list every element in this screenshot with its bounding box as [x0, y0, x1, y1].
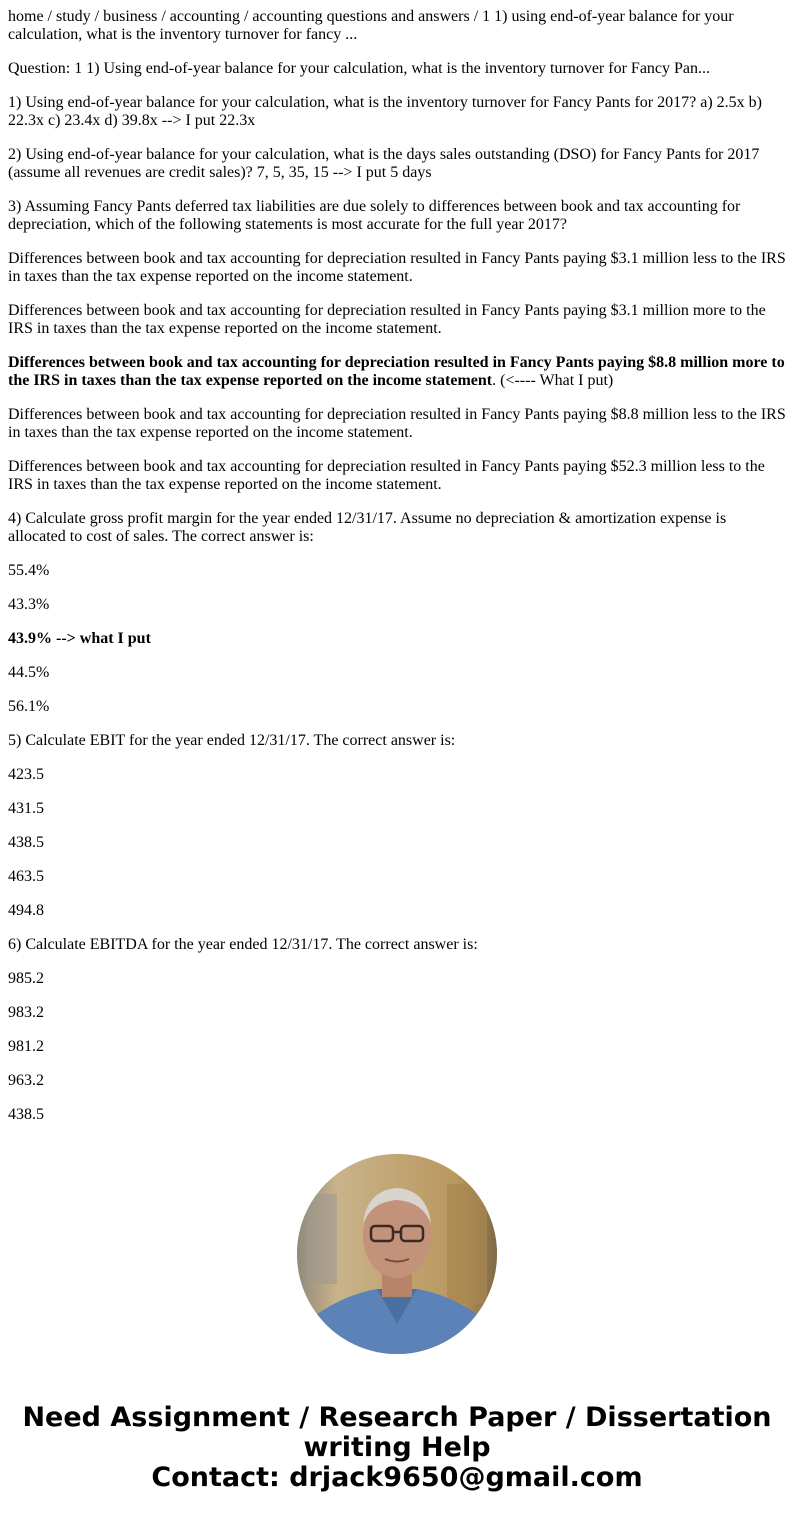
- q3-selected-text: Differences between book and tax accounting for depreciation resulted in Fancy Pants paying $8.8 million more to the IRS in taxes than the tax expense reported on the income statement: [8, 354, 785, 389]
- q5-option: 423.5: [8, 766, 44, 783]
- q4-option: 56.1%: [8, 698, 50, 715]
- q3-option: Differences between book and tax accounting for depreciation resulted in Fancy Pants paying $52.3 million less to the IRS in taxes than the tax expense reported on the income statement.: [8, 458, 765, 493]
- q6-option: 983.2: [8, 1004, 44, 1021]
- q3-option: Differences between book and tax accounting for depreciation resulted in Fancy Pants paying $8.8 million less to the IRS in taxes than the tax expense reported on the income statement.: [8, 406, 786, 441]
- q3-option: Differences between book and tax accounting for depreciation resulted in Fancy Pants paying $3.1 million more to the IRS in taxes than the tax expense reported on the income statement.: [8, 302, 766, 337]
- question-title: Question: 1 1) Using end-of-year balance for your calculation, what is the inventory turnover for Fancy Pan...: [8, 60, 711, 77]
- question-4: 4) Calculate gross profit margin for the year ended 12/31/17. Assume no depreciation & amortization expense is allocated to cost of sales. The correct answer is:: [8, 510, 727, 545]
- q4-option: 55.4%: [8, 562, 50, 579]
- q3-option: Differences between book and tax accounting for depreciation resulted in Fancy Pants paying $3.1 million less to the IRS in taxes than the tax expense reported on the income statement.: [8, 250, 786, 285]
- person-portrait-icon: [297, 1154, 497, 1354]
- breadcrumb[interactable]: home / study / business / accounting / accounting questions and answers / 1 1) using end-of-year balance for your calculation, what is the inventory turnover for fancy ...: [8, 8, 734, 43]
- q6-option: 981.2: [8, 1038, 44, 1055]
- q4-option: 44.5%: [8, 664, 50, 681]
- contact-banner: [0, 1403, 794, 1493]
- question-5: 5) Calculate EBIT for the year ended 12/31/17. The correct answer is:: [8, 732, 456, 749]
- question-6: 6) Calculate EBITDA for the year ended 12/31/17. The correct answer is:: [8, 936, 478, 953]
- q3-selected-note: . (<---- What I put): [492, 372, 614, 389]
- q3-option-selected: [8, 354, 786, 390]
- q5-option: 494.8: [8, 902, 44, 919]
- q5-option: 431.5: [8, 800, 44, 817]
- avatar: [297, 1154, 497, 1354]
- question-2: 2) Using end-of-year balance for your calculation, what is the days sales outstanding (DSO) for Fancy Pants for 2017 (assume all revenues are credit sales)? 7, 5, 35, 15 --> I put 5 days: [8, 146, 760, 181]
- q5-option: 463.5: [8, 868, 44, 885]
- q5-option: 438.5: [8, 834, 44, 851]
- question-3: 3) Assuming Fancy Pants deferred tax liabilities are due solely to differences between book and tax accounting for depreciation, which of the following statements is most accurate for the full year 2017?: [8, 198, 741, 233]
- q4-selected-text: 43.9% --> what I put: [8, 630, 151, 647]
- q6-option: 963.2: [8, 1072, 44, 1089]
- cta-contact-email[interactable]: Contact: drjack9650@gmail.com: [151, 1462, 643, 1493]
- q4-option: 43.3%: [8, 596, 50, 613]
- q4-option-selected: [8, 630, 786, 648]
- cta-line-2: writing Help: [303, 1432, 491, 1463]
- question-1: 1) Using end-of-year balance for your calculation, what is the inventory turnover for Fancy Pants for 2017? a) 2.5x b) 22.3x c) 23.4x d) 39.8x --> I put 22.3x: [8, 94, 762, 129]
- q6-option: 985.2: [8, 970, 44, 987]
- q6-option: 438.5: [8, 1106, 44, 1123]
- cta-line-1: Need Assignment / Research Paper / Dissertation: [22, 1402, 772, 1433]
